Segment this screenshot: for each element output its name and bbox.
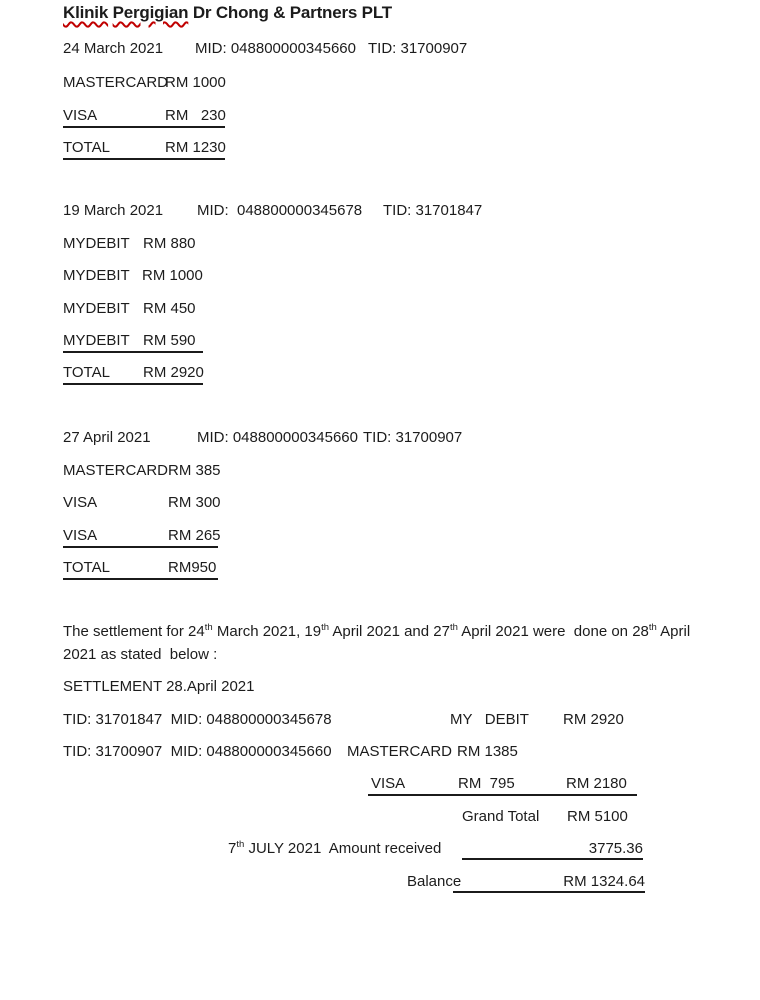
subtotal-value: RM 2180 — [566, 775, 627, 792]
total-row — [63, 138, 225, 160]
section-2-tid: TID: 31701847 — [383, 202, 483, 219]
ordinal-suffix: th — [321, 622, 330, 633]
amount-value: RM 385 — [168, 462, 221, 479]
total-label: TOTAL — [63, 139, 110, 156]
title-rest: Dr Chong & Partners PLT — [192, 3, 392, 22]
card-scheme: VISA — [371, 775, 406, 792]
settlement-heading: SETTLEMENT 28.April 2021 — [63, 678, 255, 695]
amount-value: RM 880 — [143, 235, 196, 252]
grand-total-label: Grand Total — [462, 808, 540, 825]
card-type-label: MYDEBIT — [63, 300, 130, 317]
payment-row — [63, 234, 196, 254]
note-text: April 2021 and 27 — [329, 623, 450, 640]
section-1-header — [63, 39, 468, 59]
settlement-note-line-2: 2021 as stated below : — [63, 646, 218, 663]
card-scheme: MASTERCARD — [347, 743, 453, 760]
section-2-header — [63, 201, 483, 221]
card-type-label: VISA — [63, 107, 98, 124]
total-amount: RM950 — [168, 559, 217, 576]
amount-received-label — [228, 839, 441, 859]
total-label: TOTAL — [63, 364, 110, 381]
amount-value: RM 590 — [143, 332, 196, 349]
section-1-date: 24 March 2021 — [63, 40, 164, 57]
payment-row — [63, 331, 203, 353]
ordinal-suffix: th — [648, 622, 657, 633]
grand-total-amount: RM 5100 — [567, 808, 628, 825]
balance-value: RM 1324.64 — [453, 872, 645, 893]
amount-value: RM 300 — [168, 494, 221, 511]
settlement-note-line-1 — [63, 622, 690, 642]
total-amount: RM 1230 — [165, 139, 226, 156]
received-text: JULY 2021 Amount received — [244, 840, 442, 857]
section-1-mid: MID: 048800000345660 — [195, 40, 356, 57]
grand-total-row — [63, 807, 628, 827]
settlement-row — [63, 742, 518, 762]
card-type-label: MYDEBIT — [63, 235, 130, 252]
payment-row — [63, 266, 203, 286]
payment-row — [63, 299, 196, 319]
amount-value: RM 1000 — [142, 267, 203, 284]
balance-label: Balance — [407, 873, 462, 890]
card-type-label: MASTERCARD — [63, 74, 169, 91]
note-text: April — [656, 623, 691, 640]
payment-row — [63, 73, 226, 93]
balance-row — [63, 872, 645, 892]
card-type-label: MYDEBIT — [63, 267, 130, 284]
card-type-label: MYDEBIT — [63, 332, 130, 349]
note-text: March 2021, 19 — [212, 623, 322, 640]
section-2-date: 19 March 2021 — [63, 202, 164, 219]
settlement-row — [368, 774, 637, 796]
amount-value: RM 450 — [143, 300, 196, 317]
amount-value: RM 265 — [168, 527, 221, 544]
section-3-date: 27 April 2021 — [63, 429, 151, 446]
payment-row — [63, 461, 221, 481]
amount-value: RM 795 — [458, 775, 515, 792]
payment-row — [63, 106, 225, 128]
tid-mid-ids: TID: 31700907 MID: 048800000345660 — [63, 743, 332, 760]
settlement-row — [63, 710, 624, 730]
title-word-klinik: Klinik — [63, 3, 109, 22]
total-amount: RM 2920 — [143, 364, 204, 381]
ordinal-suffix: th — [449, 622, 458, 633]
payment-row — [63, 493, 221, 513]
card-type-label: MASTERCARD — [63, 462, 169, 479]
section-1-tid: TID: 31700907 — [368, 40, 468, 57]
ordinal-suffix: th — [204, 622, 213, 633]
amount-received-value: 3775.36 — [462, 839, 643, 860]
section-3-mid: MID: 048800000345660 — [197, 429, 358, 446]
tid-mid-ids: TID: 31701847 MID: 048800000345678 — [63, 711, 332, 728]
amount-value: RM 230 — [165, 107, 226, 124]
ordinal-suffix: th — [236, 839, 245, 850]
note-text: April 2021 were done on 28 — [457, 623, 649, 640]
card-scheme: MY DEBIT — [450, 711, 529, 728]
section-3-header — [63, 428, 463, 448]
clinic-title — [63, 3, 392, 23]
amount-value: RM 1385 — [457, 743, 518, 760]
card-type-label: VISA — [63, 527, 98, 544]
amount-value: RM 1000 — [165, 74, 226, 91]
total-row — [63, 363, 203, 385]
total-label: TOTAL — [63, 559, 110, 576]
received-date: 7 — [228, 840, 237, 857]
note-text: The settlement for 24 — [63, 623, 205, 640]
card-type-label: VISA — [63, 494, 98, 511]
amount-received-row — [63, 839, 643, 859]
title-word-pergigian: Pergigian — [112, 3, 189, 22]
amount-value: RM 2920 — [563, 711, 624, 728]
payment-row — [63, 526, 221, 548]
section-2-mid: MID: 048800000345678 — [197, 202, 363, 219]
section-3-tid: TID: 31700907 — [363, 429, 463, 446]
total-row — [63, 558, 218, 580]
